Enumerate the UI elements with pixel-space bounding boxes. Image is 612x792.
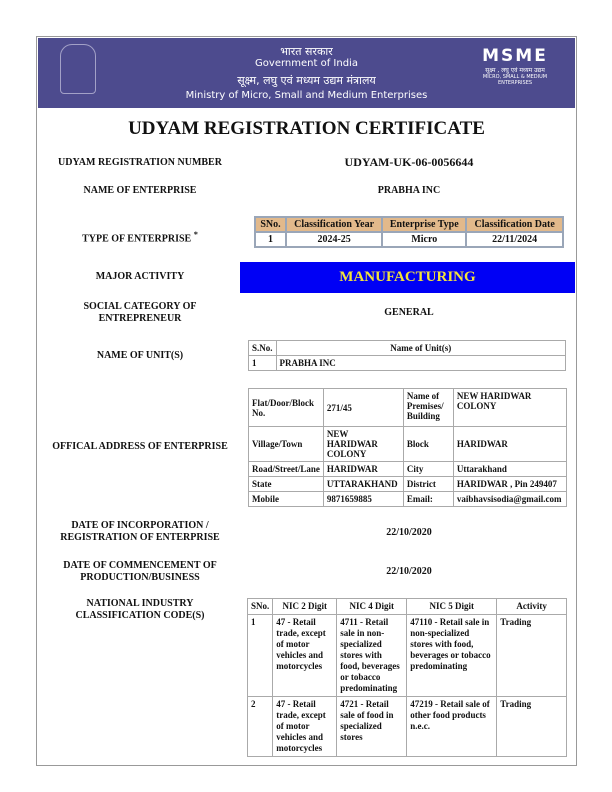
table-row: 1 PRABHA INC xyxy=(249,356,566,371)
certificate-title: UDYAM REGISTRATION CERTIFICATE xyxy=(128,118,485,139)
table-row: Flat/Door/Block No. 271/45 Name of Premises/ Building NEW HARIDWAR COLONY xyxy=(249,389,567,427)
nic-label: NATIONAL INDUSTRY CLASSIFICATION CODE(S) xyxy=(75,598,205,621)
table-row: 2 47 - Retail trade, except of motor vehicles and motorcycles 4721 - Retail sale of food in specialized stores 47219 - Retail sale of other food products n.e.c. Trading xyxy=(248,697,567,757)
units-label: NAME OF UNIT(S) xyxy=(96,350,184,361)
nic-table: SNo. NIC 2 Digit NIC 4 Digit NIC 5 Digit Activity 1 47 - Retail trade, except of motor vehicles and motorcycles 4711 - Retail sale in non-specialized stores with food, beverages or tobacco predominating 47110 - Retail sale in non-specialized stores with food, beverages or tobacco predominating Trading 2 47 - Retail trade, except of motor vehicles and motorcycles 4721 - Retail sale of food in specialized stores 47219 - Retail sale of other food products n.e.c. Trading xyxy=(247,598,567,757)
major-activity-value: MANUFACTURING xyxy=(240,262,575,293)
ministry-name: Ministry of Micro, Small and Medium Enterprises xyxy=(185,90,428,101)
major-activity-label: MAJOR ACTIVITY xyxy=(95,271,185,282)
enterprise-type-label: TYPE OF ENTERPRISE * xyxy=(82,230,198,245)
table-row: 1 47 - Retail trade, except of motor vehicles and motorcycles 4711 - Retail sale in non-specialized stores with food, beverages or tobacco predominating 47110 - Retail sale in non-specialized stores with food, beverages or tobacco predominating Trading xyxy=(248,615,567,697)
units-table: S.No. Name of Unit(s) 1 PRABHA INC xyxy=(248,340,566,371)
incorporation-value: 22/10/2020 xyxy=(386,527,432,538)
table-row: Road/Street/Lane HARIDWAR City Uttarakhand xyxy=(249,462,567,477)
address-label: OFFICAL ADDRESS OF ENTERPRISE xyxy=(52,441,228,452)
enterprise-name-label: NAME OF ENTERPRISE xyxy=(83,185,197,196)
gov-of-india: Government of India xyxy=(255,58,358,69)
table-row: State UTTARAKHAND District HARIDWAR , Pin 249407 xyxy=(249,477,567,492)
reg-number-value: UDYAM-UK-06-0056644 xyxy=(344,155,474,169)
classification-table: SNo. Classification Year Enterprise Type Classification Date 1 2024-25 Micro 22/11/2024 xyxy=(254,216,564,248)
enterprise-name-value: PRABHA INC xyxy=(377,185,441,196)
reg-number-label: UDYAM REGISTRATION NUMBER xyxy=(58,157,222,168)
social-category-value: GENERAL xyxy=(384,307,434,318)
hindi-ministry: सूक्ष्म, लघु एवं मध्यम उद्यम मंत्रालय xyxy=(237,74,376,87)
table-row: Mobile 9871659885 Email: vaibhavsisodia@gmail.com xyxy=(249,492,567,507)
header-banner xyxy=(38,38,575,108)
hindi-gov: भारत सरकार xyxy=(280,45,333,58)
commencement-label: DATE OF COMMENCEMENT OF PRODUCTION/BUSINESS xyxy=(63,560,217,583)
commencement-value: 22/10/2020 xyxy=(386,566,432,577)
msme-logo: MSME सूक्ष्म , लघु एवं मध्यम उद्यम MICRO, SMALL & MEDIUM ENTERPRISES xyxy=(482,46,548,86)
address-table xyxy=(248,388,567,507)
incorporation-label: DATE OF INCORPORATION / REGISTRATION OF ENTERPRISE xyxy=(60,520,220,543)
table-row: Village/Town NEW HARIDWAR COLONY Block HARIDWAR xyxy=(249,427,567,462)
table-row: 1 2024-25 Micro 22/11/2024 xyxy=(255,232,563,247)
social-category-label: SOCIAL CATEGORY OF ENTREPRENEUR xyxy=(83,301,197,324)
